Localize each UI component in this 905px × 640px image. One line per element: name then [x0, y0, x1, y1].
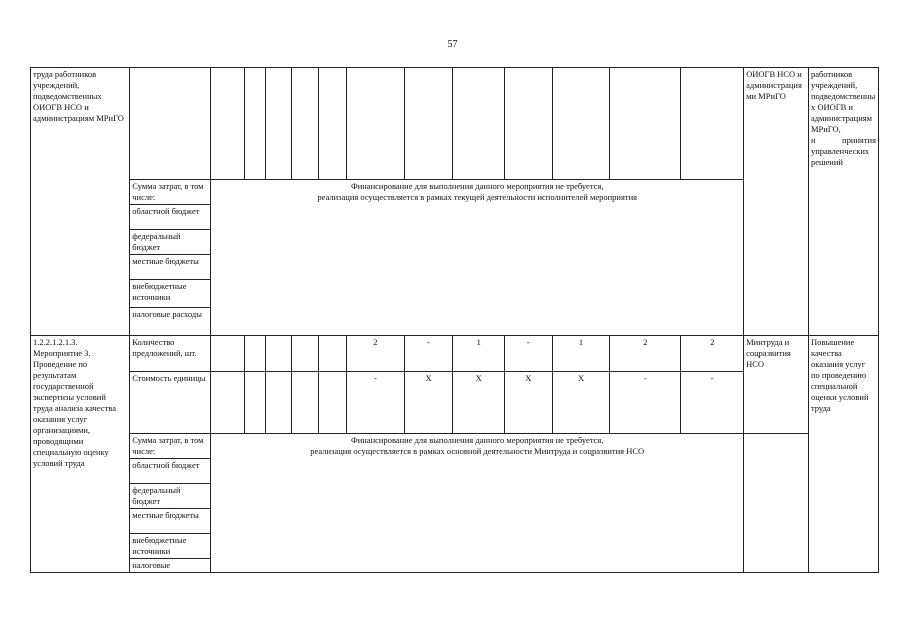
value-cell	[292, 68, 318, 180]
indicator-value: 1	[453, 336, 505, 372]
executor-cell: ОИОГВ НСО и администрациями МРиГО	[744, 68, 809, 336]
value-cell	[211, 336, 244, 372]
value-cell	[292, 336, 318, 372]
financing-note-line: реализация осуществляется в рамках текущей деятельности исполнителей мероприятия	[317, 192, 638, 202]
value-cell	[244, 336, 265, 372]
cost-label-cell: областной бюджет	[130, 459, 211, 484]
financing-note	[211, 180, 744, 336]
indicator-value: -	[610, 372, 681, 434]
activity-name-cell: 1.2.2.1.2.1.3. Мероприятие 3. Проведение по результатам государственной экспертизы условий труда анализа качества оказания услуг организациями, проводящими специальную оценку условий труда	[31, 336, 130, 573]
value-cell	[610, 68, 681, 180]
value-cell	[211, 68, 244, 180]
indicator-label-cell: Количество предложений, шт.	[130, 336, 211, 372]
result-line: управленческих решений	[810, 146, 870, 167]
value-cell	[552, 68, 610, 180]
financing-note-line: Финансирование для выполнения данного мероприятия не требуется,	[350, 181, 604, 191]
cost-label-cell: местные бюджеты	[130, 255, 211, 280]
value-cell	[318, 68, 346, 180]
expected-result-cell	[808, 68, 878, 336]
indicator-value: 2	[681, 336, 744, 372]
cost-label-cell: Сумма затрат, в том числе:	[130, 180, 211, 205]
cost-label-cell: внебюджетные источники	[130, 280, 211, 308]
value-cell	[211, 372, 244, 434]
cost-label-cell: федеральный бюджет	[130, 230, 211, 255]
activities-table	[30, 67, 879, 573]
financing-note-line: реализация осуществляется в рамках основной деятельности Минтруда и соцразвития НСО	[310, 446, 645, 456]
indicator-label-cell: Стоимость единицы	[130, 372, 211, 434]
value-cell	[318, 336, 346, 372]
value-cell	[347, 68, 405, 180]
cost-label-cell: Сумма затрат, в том числе:	[130, 434, 211, 459]
indicator-value: X	[552, 372, 610, 434]
value-cell	[266, 68, 292, 180]
expected-result-cell: Повышение качества оказания услуг по проведению специальной оценки условий труда	[808, 336, 878, 573]
value-cell	[244, 372, 265, 434]
value-cell	[244, 68, 265, 180]
indicator-value: X	[453, 372, 505, 434]
result-line: работников учреждений, подведомственных ОИОГВ и администрациям МРиГО,	[810, 69, 876, 134]
cost-label-cell: федеральный бюджет	[130, 484, 211, 509]
value-cell	[681, 68, 744, 180]
cost-label-cell: местные бюджеты	[130, 509, 211, 534]
indicator-value: X	[505, 372, 553, 434]
value-cell	[292, 372, 318, 434]
page-number: 57	[447, 39, 458, 50]
cost-label-cell: внебюджетные источники	[130, 534, 211, 559]
indicator-value: -	[347, 372, 405, 434]
financing-note-line: Финансирование для выполнения данного мероприятия не требуется,	[350, 435, 604, 445]
indicator-value: -	[404, 336, 453, 372]
result-line: и принятия	[810, 135, 876, 145]
indicator-value: 2	[610, 336, 681, 372]
value-cell	[266, 372, 292, 434]
executor-cell-blank	[744, 434, 809, 573]
value-cell	[453, 68, 505, 180]
value-cell	[404, 68, 453, 180]
cost-label-cell: налоговые	[130, 559, 211, 573]
cost-label-cell: налоговые расходы	[130, 308, 211, 336]
indicator-value: 1	[552, 336, 610, 372]
indicator-value: 2	[347, 336, 405, 372]
indicator-value: -	[505, 336, 553, 372]
value-cell	[318, 372, 346, 434]
value-cell	[266, 336, 292, 372]
indicator-value: X	[404, 372, 453, 434]
indicator-label-cell	[130, 68, 211, 180]
financing-note	[211, 434, 744, 573]
indicator-value: -	[681, 372, 744, 434]
activity-name-cell: труда работников учреждений, подведомственных ОИОГВ НСО и администрациям МРиГО	[31, 68, 130, 336]
cost-label-cell: областной бюджет	[130, 205, 211, 230]
value-cell	[505, 68, 553, 180]
executor-cell: Минтруда и соцразвития НСО	[744, 336, 809, 434]
